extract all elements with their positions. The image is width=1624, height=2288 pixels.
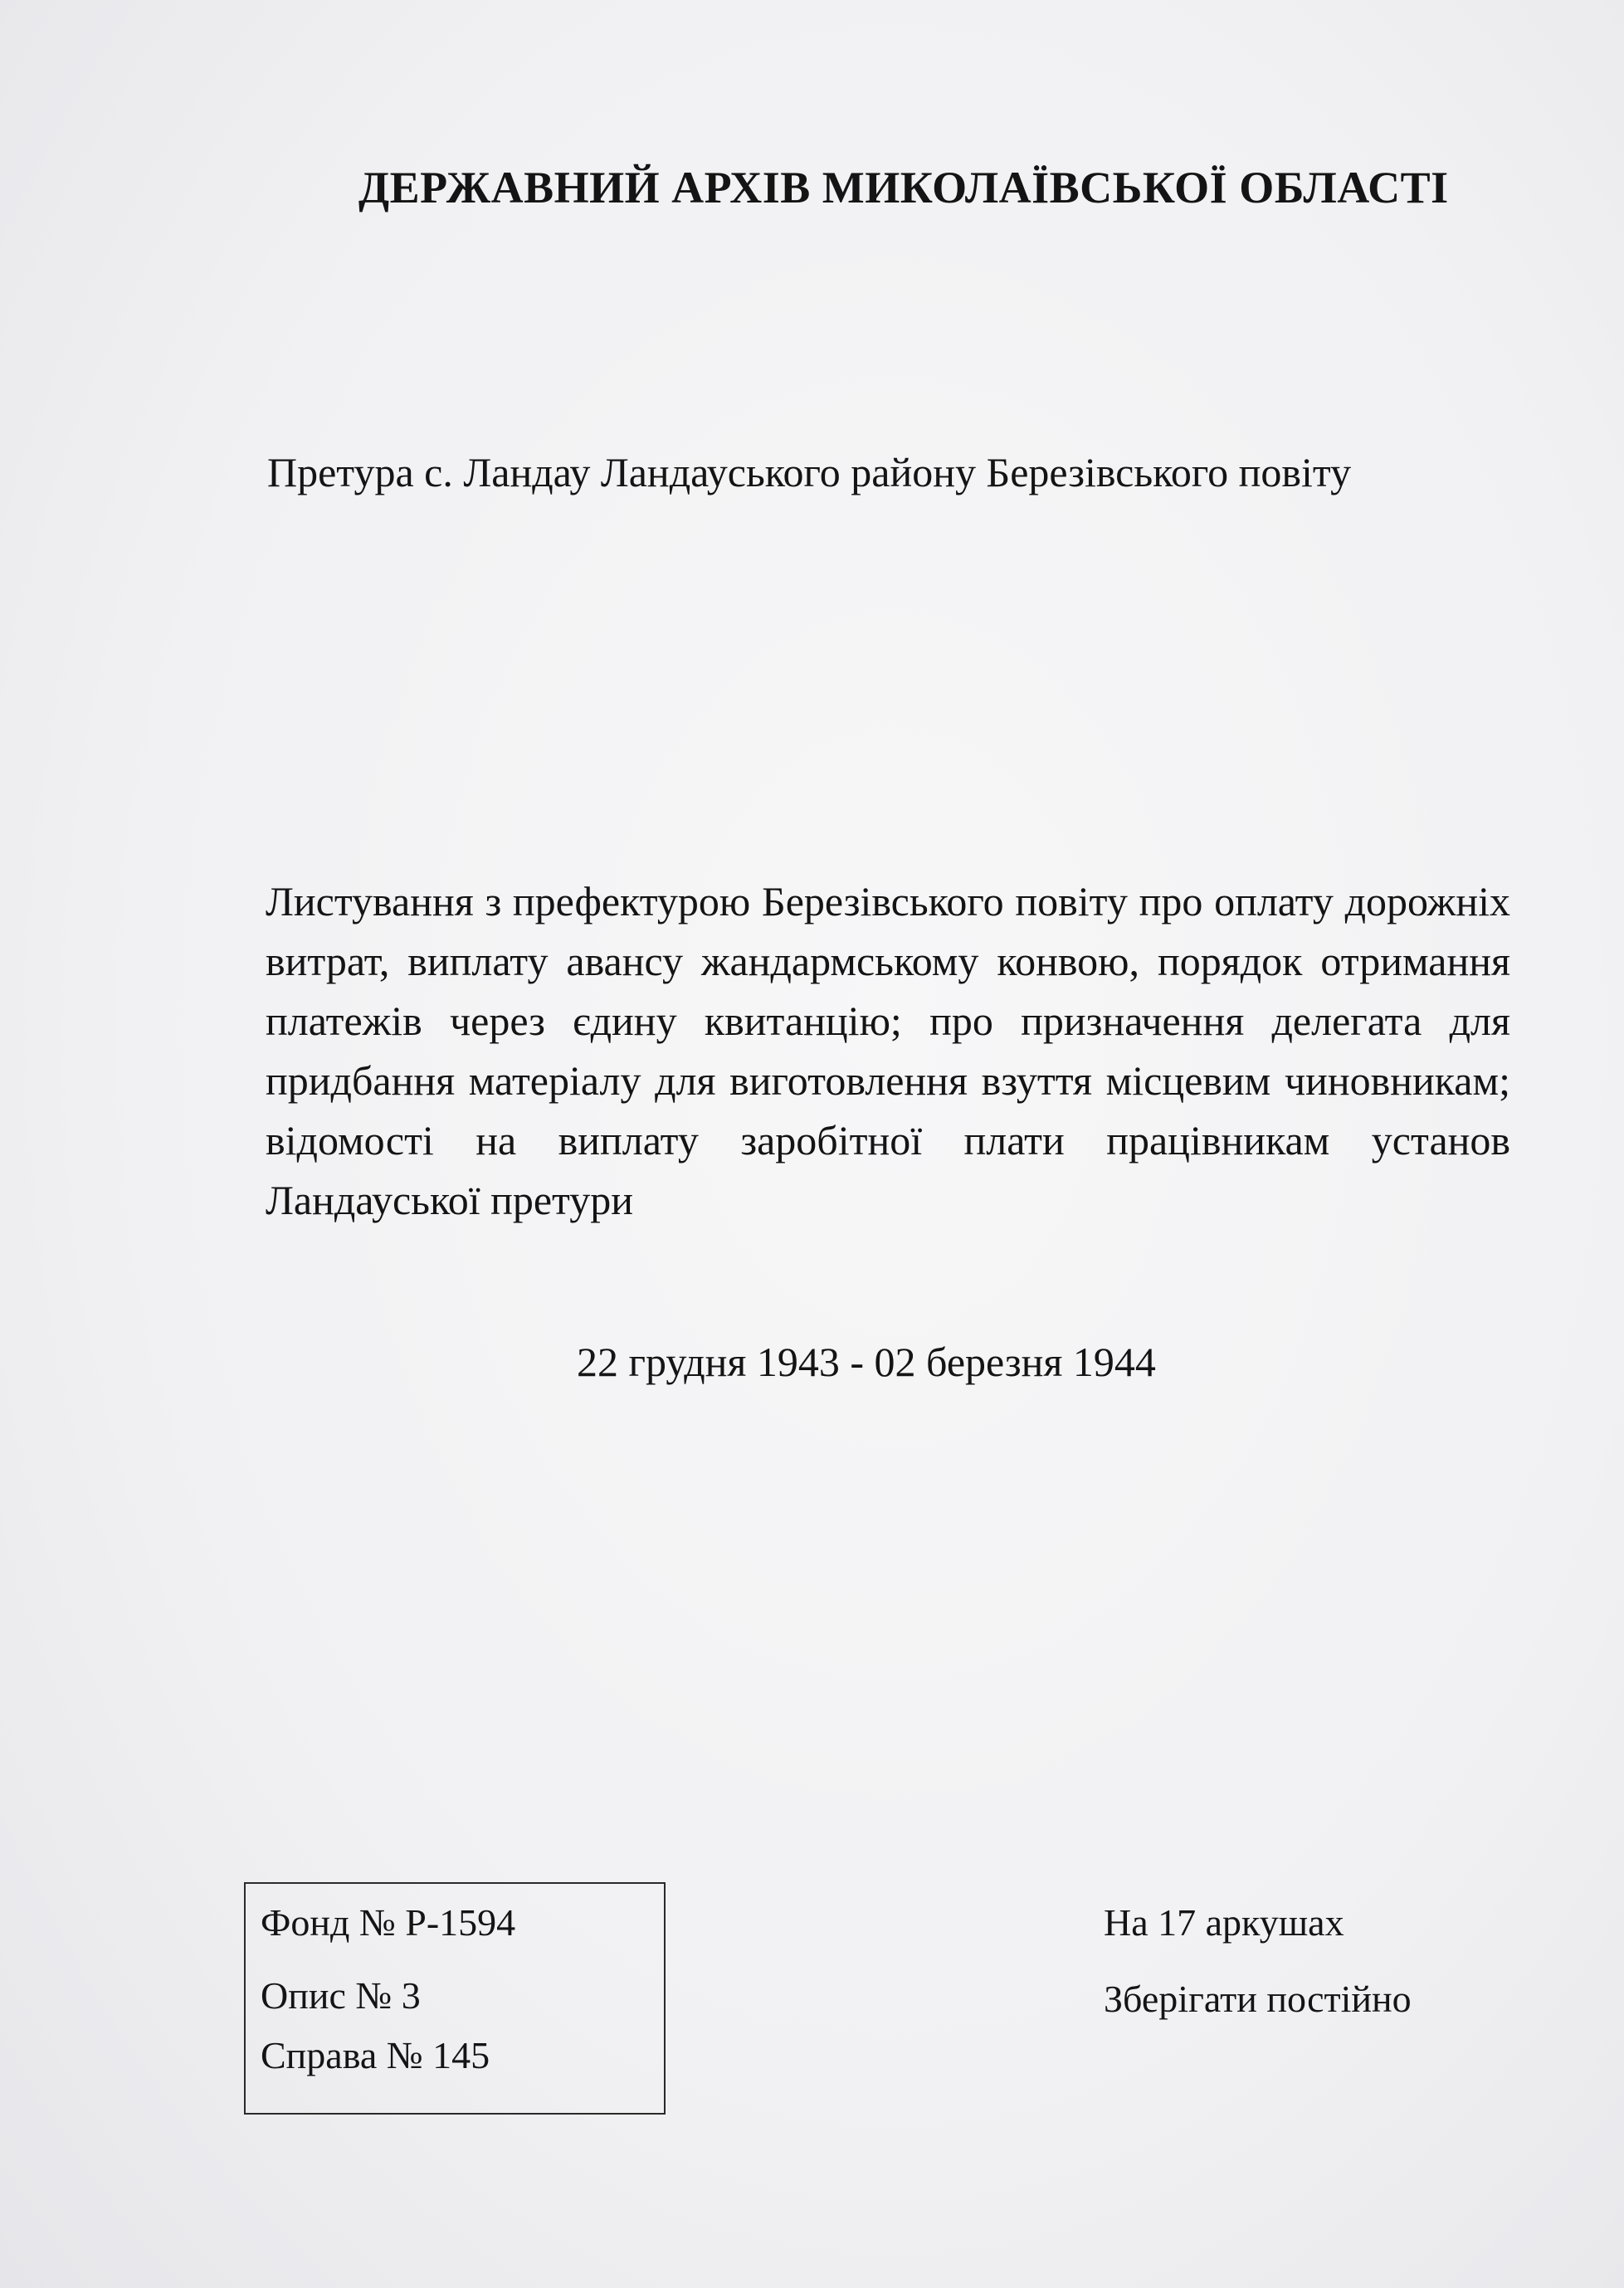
sheet-count: На 17 аркушах	[1104, 1901, 1344, 1944]
institution-name: Претура с. Ландау Ландауського району Березівського повіту	[267, 449, 1352, 495]
date-range: 22 грудня 1943 - 02 березня 1944	[577, 1339, 1156, 1385]
opys-number: Опис № 3	[261, 1974, 421, 2017]
archive-title: ДЕРЖАВНИЙ АРХІВ МИКОЛАЇВСЬКОЇ ОБЛАСТІ	[358, 163, 1449, 212]
file-description: Листування з префектурою Березівського повіту про оплату дорожніх витрат, виплату авансу жандармському конвою, порядок отримання платежів через єдину квитанцію; про призначення делегата для придбання матеріалу для виготовлення взуття місцевим чиновникам; відомості на виплату заробітної плати працівникам установ Ландауської претури	[266, 878, 1510, 1223]
sprava-number: Справа № 145	[261, 2034, 490, 2076]
storage-note: Зберігати постійно	[1104, 1978, 1412, 2020]
reference-box	[244, 1882, 666, 2115]
fond-number: Фонд № Р-1594	[261, 1901, 516, 1944]
